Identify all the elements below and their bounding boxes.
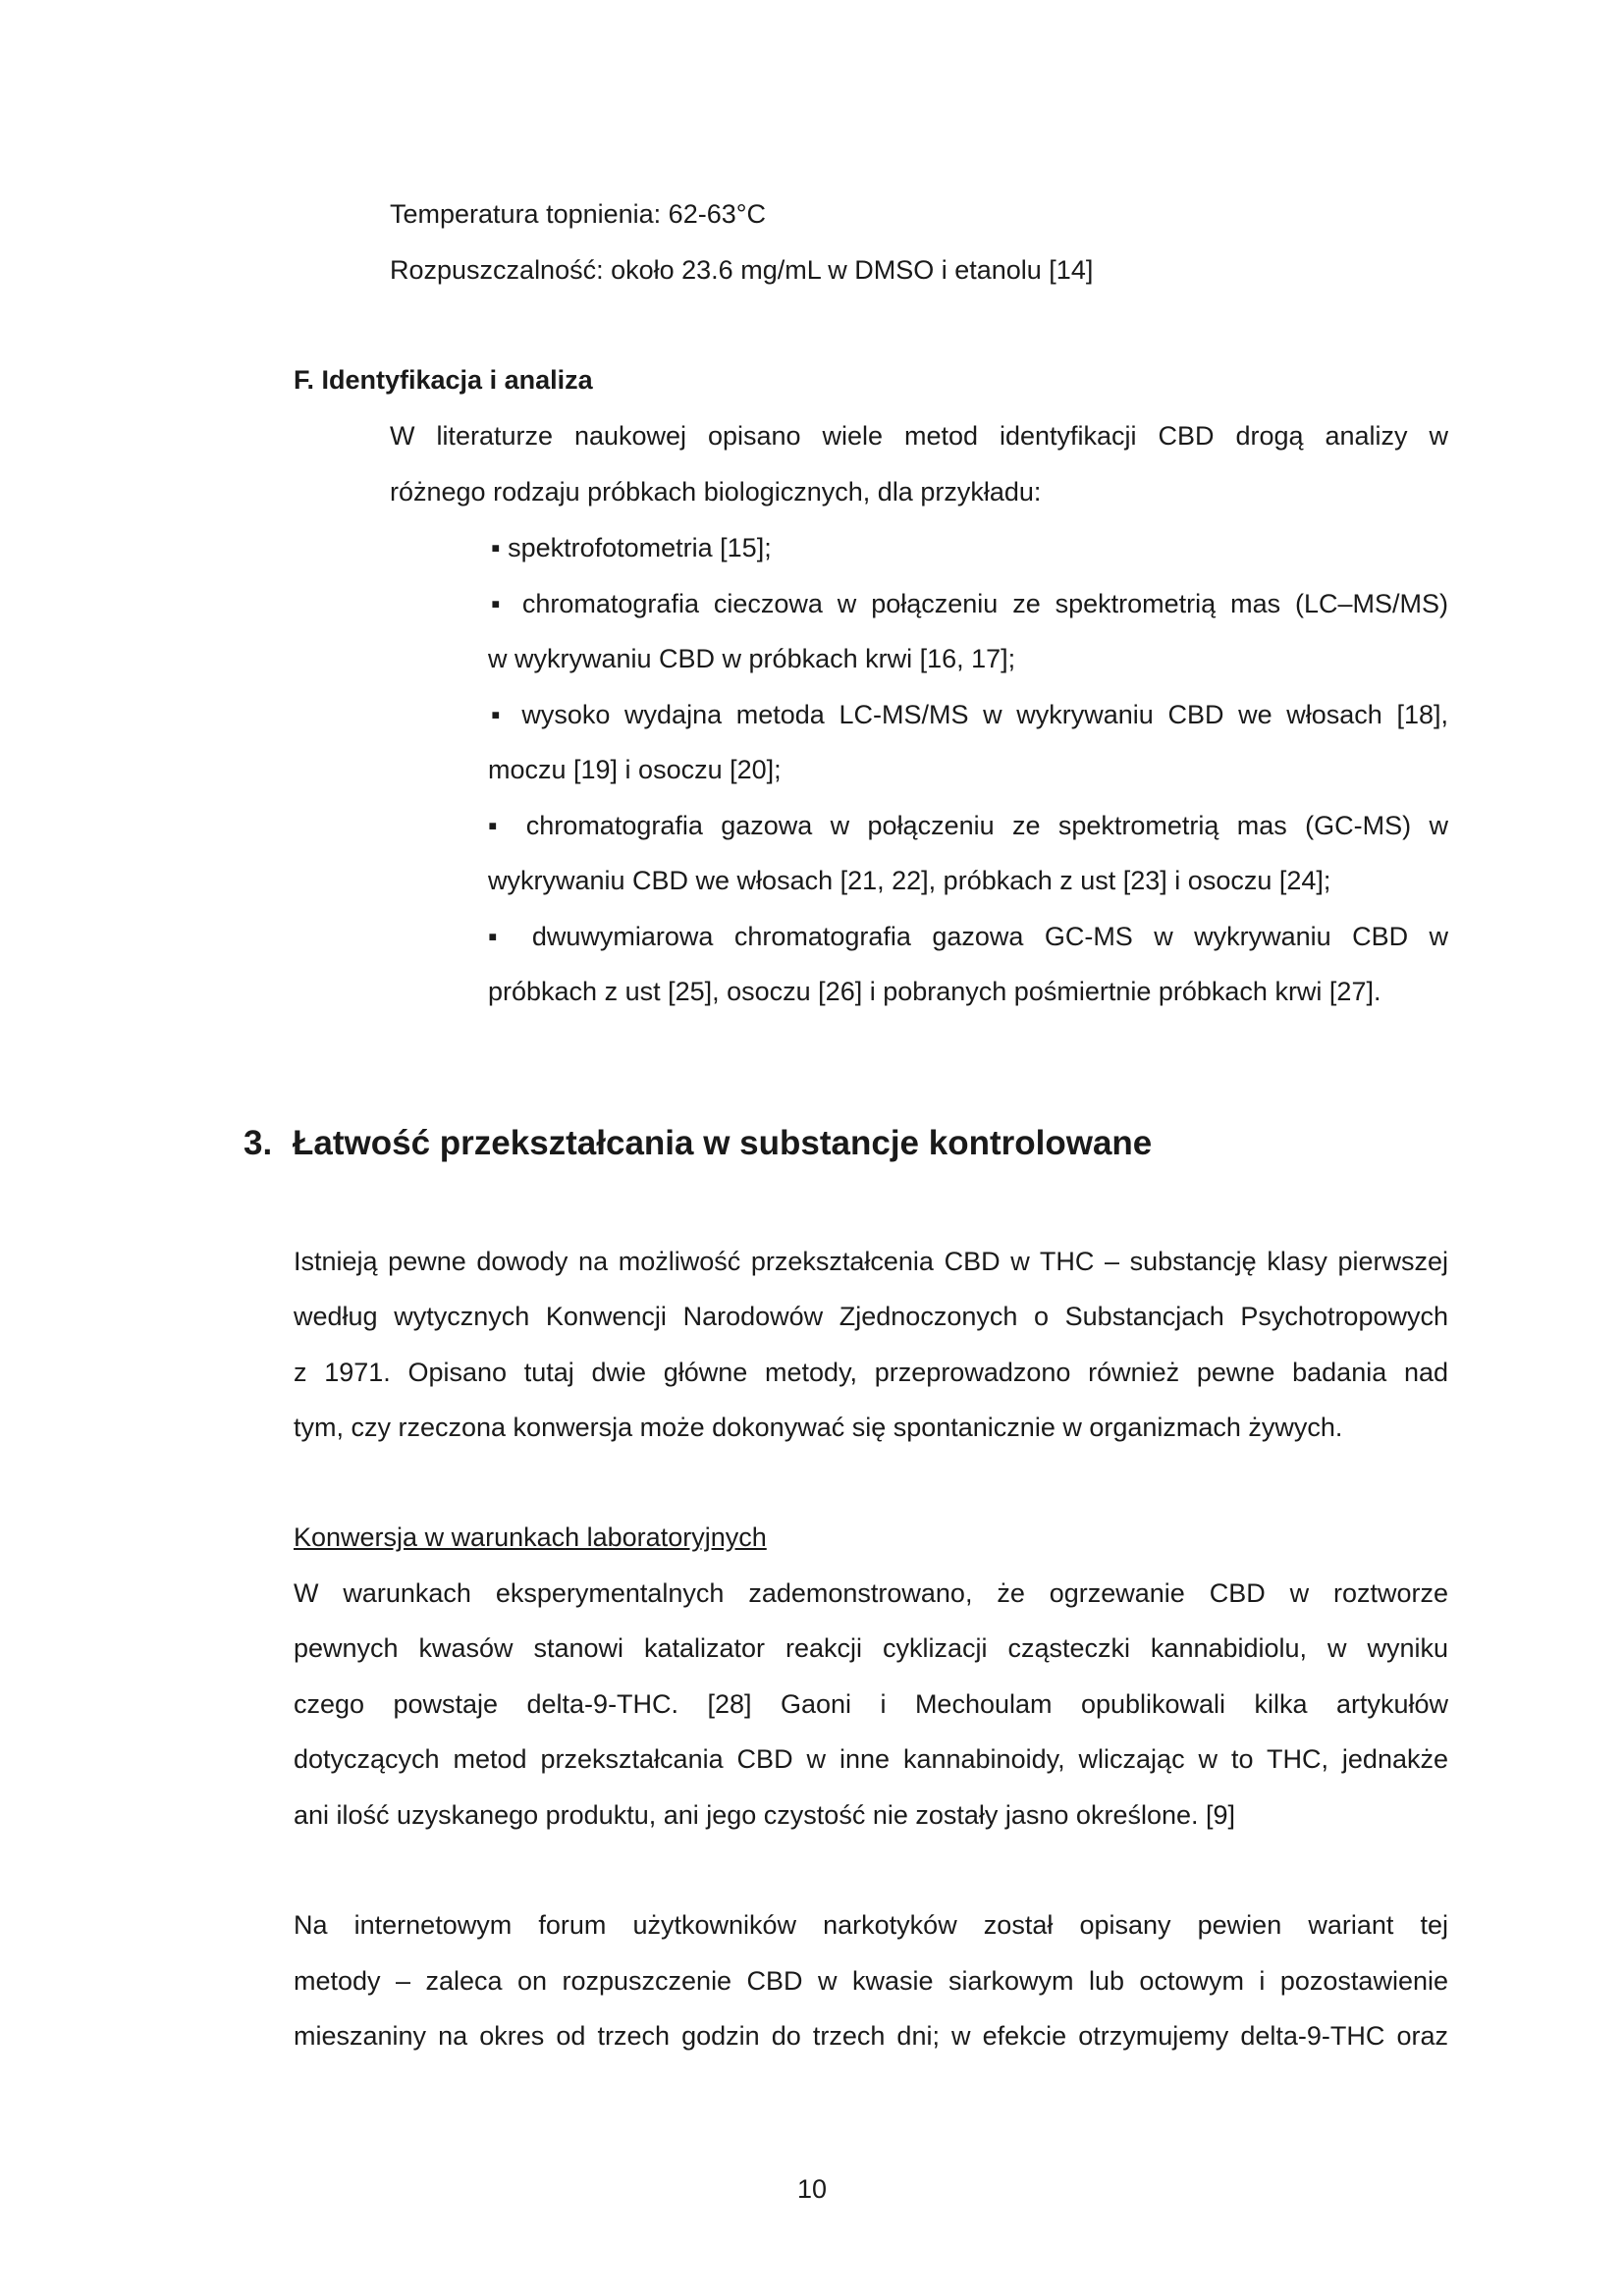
lab-conversion-subheading: Konwersja w warunkach laboratoryjnych	[294, 1522, 767, 1552]
bullet-4-line-1: ▪ chromatografia gazowa w połączeniu ze spektrometrią mas (GC-MS) w	[488, 811, 1448, 840]
paragraph-2-line-4: dotyczących metod przekształcania CBD w inne kannabinoidy, wliczając w to THC, jednakże	[294, 1744, 1448, 1774]
paragraph-3-line-3: mieszaniny na okres od trzech godzin do trzech dni; w efekcie otrzymujemy delta-9-THC oraz	[294, 2021, 1448, 2051]
paragraph-2-line-5: ani ilość uzyskanego produktu, ani jego czystość nie zostały jasno określone. [9]	[294, 1800, 1236, 1830]
bullet-3-line-1: ▪ wysoko wydajna metoda LC-MS/MS w wykrywaniu CBD we włosach [18],	[491, 700, 1448, 729]
section-f-intro-line-1: W literaturze naukowej opisano wiele metod identyfikacji CBD drogą analizy w	[390, 421, 1448, 451]
bullet-3-line-2: moczu [19] i osoczu [20];	[488, 755, 782, 784]
bullet-5-line-2: próbkach z ust [25], osoczu [26] i pobranych pośmiertnie próbkach krwi [27].	[488, 977, 1381, 1006]
solubility-line: Rozpuszczalność: około 23.6 mg/mL w DMSO i etanolu [14]	[390, 255, 1094, 285]
bullet-2-line-2: w wykrywaniu CBD w próbkach krwi [16, 17];	[488, 644, 1016, 673]
section-3-number: 3.	[244, 1124, 273, 1162]
paragraph-1-line-4: tym, czy rzeczona konwersja może dokonywać się spontanicznie w organizmach żywych.	[294, 1413, 1343, 1442]
bullet-2-line-1: ▪ chromatografia cieczowa w połączeniu ze spektrometrią mas (LC–MS/MS)	[491, 589, 1448, 618]
bullet-1-line-1: ▪ spektrofotometria [15];	[491, 533, 772, 562]
page-number: 10	[796, 2174, 828, 2204]
paragraph-3-line-1: Na internetowym forum użytkowników narkotyków został opisany pewien wariant tej	[294, 1910, 1448, 1940]
paragraph-3-line-2: metody – zaleca on rozpuszczenie CBD w kwasie siarkowym lub octowym i pozostawienie	[294, 1966, 1448, 1996]
melting-point-line: Temperatura topnienia: 62-63°C	[390, 199, 767, 229]
paragraph-1-line-1: Istnieją pewne dowody na możliwość przekształcenia CBD w THC – substancję klasy pierwszej	[294, 1247, 1448, 1276]
section-3-title: Łatwość przekształcania w substancje kontrolowane	[293, 1124, 1153, 1162]
bullet-5-line-1: ▪ dwuwymiarowa chromatografia gazowa GC-MS w wykrywaniu CBD w	[488, 922, 1448, 951]
section-f-intro-line-2: różnego rodzaju próbkach biologicznych, dla przykładu:	[390, 477, 1042, 507]
paragraph-1-line-2: według wytycznych Konwencji Narodowów Zjednoczonych o Substancjach Psychotropowych	[294, 1302, 1448, 1331]
section-f-heading: F. Identyfikacja i analiza	[294, 365, 593, 395]
paragraph-2-line-1: W warunkach eksperymentalnych zademonstrowano, że ogrzewanie CBD w roztworze	[294, 1578, 1448, 1608]
bullet-4-line-2: wykrywaniu CBD we włosach [21, 22], próbkach z ust [23] i osoczu [24];	[488, 866, 1331, 895]
paragraph-2-line-2: pewnych kwasów stanowi katalizator reakcji cyklizacji cząsteczki kannabidiolu, w wyniku	[294, 1633, 1448, 1663]
paragraph-2-line-3: czego powstaje delta-9-THC. [28] Gaoni i Mechoulam opublikowali kilka artykułów	[294, 1689, 1448, 1719]
paragraph-1-line-3: z 1971. Opisano tutaj dwie główne metody, przeprowadzono również pewne badania nad	[294, 1358, 1448, 1387]
section-3-heading	[244, 1122, 1152, 1165]
